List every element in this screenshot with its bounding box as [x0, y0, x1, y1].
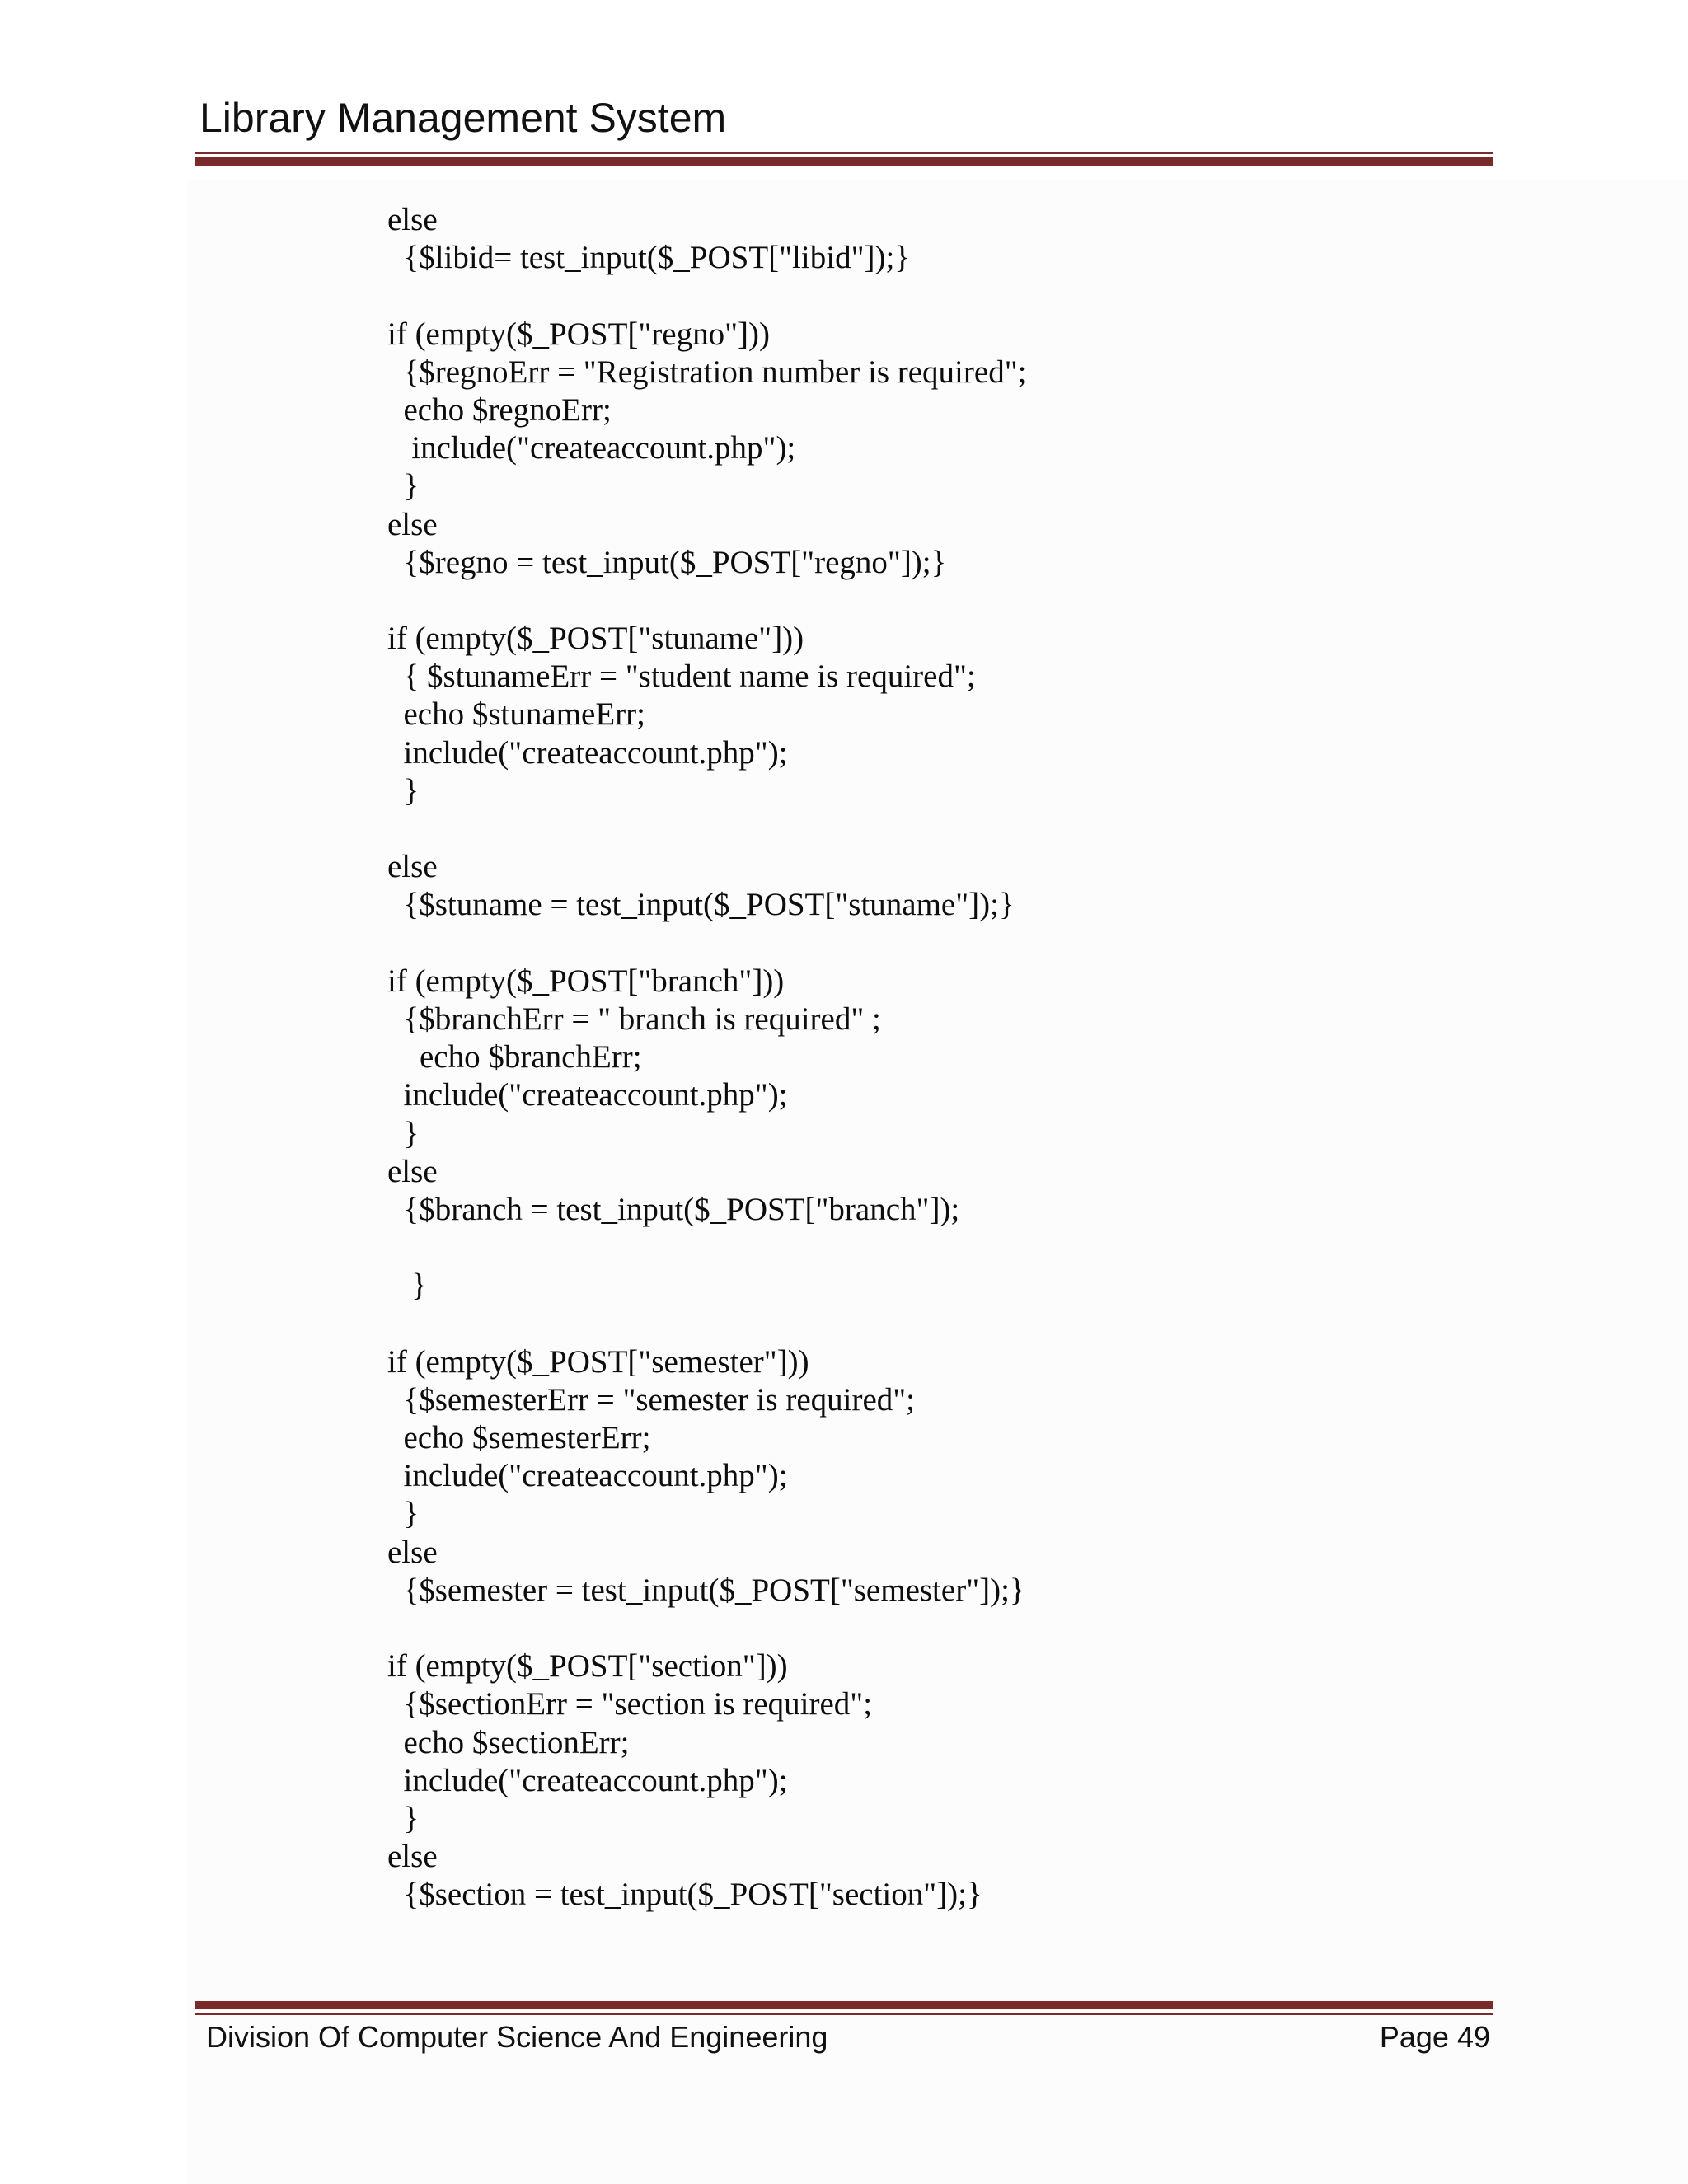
code-line	[387, 1305, 1026, 1343]
code-line: include("createaccount.php");	[387, 1762, 788, 1798]
code-line: {$branchErr = " branch is required" ;	[387, 1001, 881, 1037]
footer-division-text: Division Of Computer Science And Engineering	[206, 2020, 828, 2054]
code-line: echo $semesterErr;	[387, 1420, 651, 1455]
code-line: }	[387, 1115, 420, 1151]
code-line: include("createaccount.php");	[387, 734, 788, 771]
code-line: {$semesterErr = "semester is required";	[387, 1381, 916, 1418]
code-line	[387, 1610, 1026, 1647]
code-line: {$sectionErr = "section is required";	[387, 1686, 873, 1722]
footer-rule-thick	[195, 2001, 1493, 2009]
code-line: else	[387, 849, 438, 885]
code-line: {$branch = test_input($_POST["branch"]);	[387, 1191, 960, 1227]
code-line: }	[387, 772, 420, 808]
code-line: { $stunameErr = "student name is required";	[387, 658, 976, 695]
code-line: if (empty($_POST["regno"]))	[387, 316, 770, 352]
code-line: }	[387, 1496, 420, 1532]
footer-page-number: Page 49	[1379, 2020, 1490, 2054]
code-line	[387, 925, 1026, 963]
code-line: else	[387, 202, 438, 237]
code-line: include("createaccount.php");	[387, 430, 796, 466]
code-line: {$regnoErr = "Registration number is required";	[387, 354, 1027, 390]
code-line: {$stuname = test_input($_POST["stuname"]);}	[387, 887, 1015, 923]
code-line: include("createaccount.php");	[387, 1077, 788, 1113]
code-line: echo $branchErr;	[387, 1039, 642, 1076]
code-line	[387, 277, 1026, 315]
code-line: else	[387, 1153, 438, 1189]
code-line: {$libid= test_input($_POST["libid"]);}	[387, 240, 911, 276]
code-line	[387, 810, 1026, 848]
code-line: include("createaccount.php");	[387, 1458, 788, 1494]
code-line: }	[387, 468, 420, 504]
code-listing	[387, 201, 1026, 1914]
code-line: if (empty($_POST["section"]))	[387, 1648, 788, 1685]
code-line: }	[387, 1268, 427, 1304]
code-line: echo $sectionErr;	[387, 1724, 630, 1760]
code-line: if (empty($_POST["branch"]))	[387, 963, 785, 999]
page-header-title: Library Management System	[199, 95, 727, 141]
code-line	[387, 582, 1026, 620]
code-line: else	[387, 1839, 438, 1875]
code-line: {$section = test_input($_POST["section"]);}	[387, 1877, 982, 1913]
code-line: }	[387, 1800, 420, 1836]
header-rule-thin	[195, 152, 1493, 154]
footer-rule-thin	[195, 2013, 1493, 2015]
code-line	[387, 1229, 1026, 1267]
code-line: if (empty($_POST["stuname"]))	[387, 621, 804, 657]
code-line: if (empty($_POST["semester"]))	[387, 1343, 809, 1380]
header-rule-thick	[195, 157, 1493, 166]
code-line: else	[387, 506, 438, 542]
code-line: echo $stunameErr;	[387, 696, 645, 733]
code-line: {$regno = test_input($_POST["regno"]);}	[387, 544, 947, 580]
code-line: {$semester = test_input($_POST["semester"]);}	[387, 1572, 1025, 1608]
code-line: else	[387, 1534, 438, 1570]
code-line: echo $regnoErr;	[387, 391, 612, 428]
